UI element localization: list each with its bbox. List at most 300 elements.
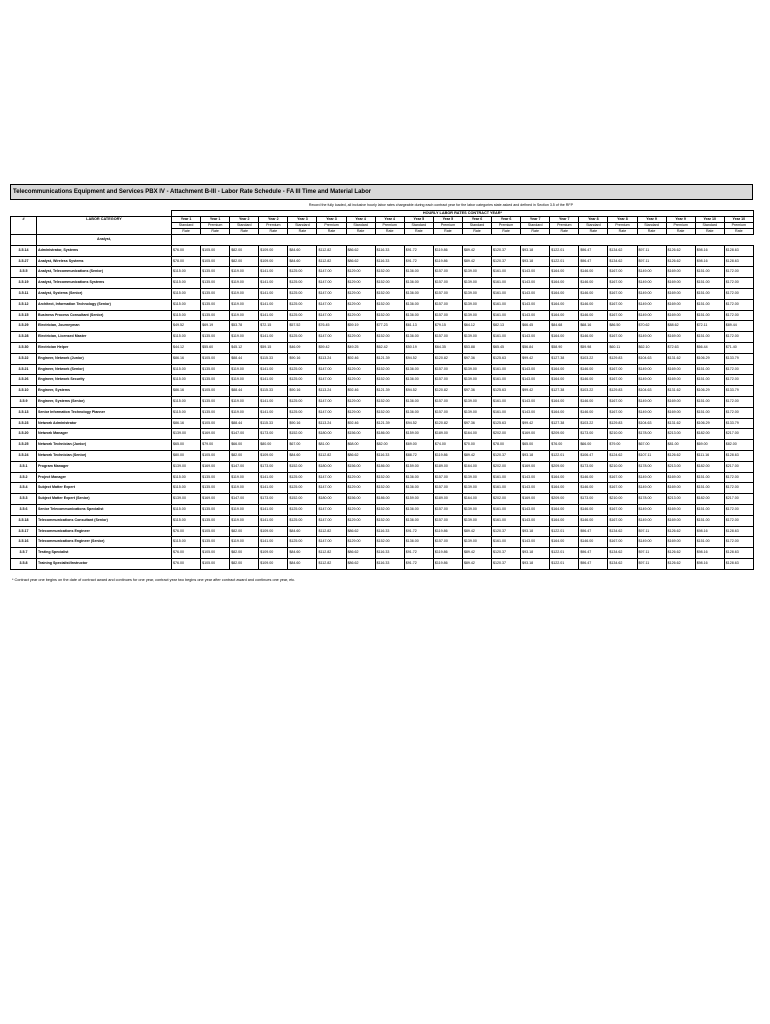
- rate-cell: $125.00: [288, 288, 317, 299]
- rate-cell: $134.62: [608, 526, 637, 537]
- rate-cell: $129.00: [346, 278, 375, 289]
- rate-cell: $119.86: [433, 245, 462, 256]
- rate-cell: $82.00: [230, 256, 259, 267]
- rate-cell: $135.00: [201, 267, 230, 278]
- footnote: * Contract year one begins on the date of contract award and continues for one year, contract year two begins one year after contract award and continues one year, etc.: [12, 577, 296, 582]
- rate-cell: $97.11: [637, 526, 666, 537]
- row-id: 3.5.9: [11, 396, 37, 407]
- rate-cell: $82.13: [492, 321, 521, 332]
- rate-cell: $149.00: [637, 299, 666, 310]
- rate-cell: $119.00: [230, 407, 259, 418]
- rate-cell: $99.42: [521, 353, 550, 364]
- rate-type-header: Standard: [462, 223, 491, 229]
- rate-cell: $169.00: [666, 504, 695, 515]
- rate-cell: $164.00: [462, 494, 491, 505]
- rate-cell: $164.00: [462, 461, 491, 472]
- row-id: 3.5.14: [11, 245, 37, 256]
- rate-cell: $120.37: [492, 245, 521, 256]
- rate-type-header: Standard: [695, 223, 724, 229]
- rate-cell: $55.60: [201, 342, 230, 353]
- labor-category: Subject Matter Expert: [37, 483, 172, 494]
- rate-cell: $161.00: [492, 407, 521, 418]
- rate-cell: $157.00: [433, 483, 462, 494]
- rate-cell: $143.00: [521, 537, 550, 548]
- rate-cell: $119.86: [433, 558, 462, 569]
- rate-cell: $152.00: [375, 375, 404, 386]
- rate-cell: $96.47: [579, 558, 608, 569]
- rate-cell: $105.00: [201, 558, 230, 569]
- rate-cell: $90.16: [288, 386, 317, 397]
- rate-cell: $129.00: [346, 310, 375, 321]
- rate-cell: $112.82: [317, 526, 346, 537]
- rate-cell: $152.00: [288, 461, 317, 472]
- rate-cell: $127.38: [550, 353, 579, 364]
- rate-cell: $120.37: [492, 450, 521, 461]
- year-header: Year 6: [492, 217, 521, 223]
- rate-cell: $161.00: [492, 375, 521, 386]
- rate-cell: $151.00: [695, 267, 724, 278]
- rate-cell: $115.00: [172, 537, 201, 548]
- rate-cell: $167.00: [608, 299, 637, 310]
- rate-cell: $119.86: [433, 450, 462, 461]
- rate-cell: $67.00: [637, 440, 666, 451]
- rate-cell: $147.00: [317, 364, 346, 375]
- rate-cell: $129.00: [346, 267, 375, 278]
- rate-cell: $109.00: [259, 245, 288, 256]
- rate-cell: $139.00: [462, 375, 491, 386]
- rate-cell: $172.00: [724, 299, 753, 310]
- rate-cell: $178.00: [637, 461, 666, 472]
- rate-cell: $182.00: [695, 429, 724, 440]
- rate-cell: $202.00: [492, 494, 521, 505]
- rate-cell: $164.00: [550, 364, 579, 375]
- rate-cell: $146.00: [579, 504, 608, 515]
- rate-cell: $98.16: [695, 526, 724, 537]
- rate-cell: $109.00: [259, 256, 288, 267]
- rate-cell: $157.00: [433, 364, 462, 375]
- rate-cell: $157.00: [433, 537, 462, 548]
- rate-cell: $65.00: [172, 440, 201, 451]
- rate-cell: $126.62: [666, 558, 695, 569]
- year-header: Year 4: [346, 217, 375, 223]
- rate-cell: $141.00: [259, 364, 288, 375]
- rate-type-header: Standard: [230, 223, 259, 229]
- rate-cell: $167.00: [608, 375, 637, 386]
- row-id: 3.5.23: [11, 418, 37, 429]
- rate-cell: $126.62: [666, 526, 695, 537]
- row-id: 3.5.8: [11, 558, 37, 569]
- rate-cell: $109.00: [259, 548, 288, 559]
- rate-cell: $126.62: [666, 548, 695, 559]
- labor-category: Business Process Consultant (Senior): [37, 310, 172, 321]
- rate-cell: $111.16: [695, 450, 724, 461]
- rate-cell: $180.00: [317, 494, 346, 505]
- rate-cell: $68.16: [579, 321, 608, 332]
- rate-cell: $119.86: [433, 526, 462, 537]
- rate-cell: $136.00: [404, 267, 433, 278]
- rate-cell: $149.00: [637, 515, 666, 526]
- row-id: 3.5.2: [11, 472, 37, 483]
- rate-cell: $151.00: [695, 310, 724, 321]
- rate-cell: $202.00: [492, 429, 521, 440]
- rate-cell: $125.00: [288, 483, 317, 494]
- rate-cell: $88.44: [230, 386, 259, 397]
- rate-cell: $121.39: [375, 386, 404, 397]
- rate-cell: $152.00: [375, 364, 404, 375]
- rate-cell: $172.00: [724, 407, 753, 418]
- row-id: 3.5.26: [11, 375, 37, 386]
- rate-cell: $120.37: [492, 256, 521, 267]
- rate-cell: $136.00: [404, 364, 433, 375]
- rate-cell: $103.22: [579, 386, 608, 397]
- rate-cell: $172.00: [724, 472, 753, 483]
- rate-cell: $147.00: [317, 472, 346, 483]
- rate-cell: $143.00: [521, 278, 550, 289]
- table-row: [11, 548, 754, 559]
- rate-cell: $143.00: [521, 515, 550, 526]
- rate-cell: $141.00: [259, 483, 288, 494]
- row-id: 3.5.29: [11, 321, 37, 332]
- rate-cell: $167.00: [608, 504, 637, 515]
- rate-cell: $141.00: [259, 396, 288, 407]
- rate-type-header: Premium: [608, 223, 637, 229]
- rate-cell: $96.47: [579, 526, 608, 537]
- table-row: [11, 375, 754, 386]
- rate-cell: $139.00: [172, 429, 201, 440]
- rate-cell: $135.00: [201, 396, 230, 407]
- rate-type-header: Standard: [404, 223, 433, 229]
- rate-cell: $149.00: [637, 396, 666, 407]
- rate-type-header: Premium: [550, 223, 579, 229]
- rate-cell: $161.00: [492, 310, 521, 321]
- rate-cell: $64.35: [433, 342, 462, 353]
- rate-cell: $115.00: [172, 267, 201, 278]
- rate-cell: $157.00: [433, 472, 462, 483]
- rate-cell: $164.00: [550, 396, 579, 407]
- rate-type-header: Premium: [317, 223, 346, 229]
- rate-cell: $66.00: [579, 440, 608, 451]
- rate-cell: $90.16: [288, 353, 317, 364]
- rate-cell: $91.72: [404, 256, 433, 267]
- rate-cell: $119.00: [230, 299, 259, 310]
- rate-cell: $97.11: [637, 548, 666, 559]
- rate-cell: $146.00: [579, 515, 608, 526]
- labor-category: Senior Information Technology Planner: [37, 407, 172, 418]
- labor-category-header: LABOR CATEGORY: [37, 217, 172, 235]
- table-row: [11, 364, 754, 375]
- rate-type-header: Premium: [666, 223, 695, 229]
- table-row: [11, 310, 754, 321]
- rate-cell: $115.00: [172, 504, 201, 515]
- rate-cell: $115.00: [172, 515, 201, 526]
- rate-cell: $106.29: [695, 353, 724, 364]
- rate-cell: $125.00: [288, 515, 317, 526]
- rate-cell: $139.00: [462, 396, 491, 407]
- rate-cell: $125.63: [492, 353, 521, 364]
- rate-cell: $136.00: [404, 396, 433, 407]
- rate-cell: $46.09: [288, 342, 317, 353]
- table-row: [11, 537, 754, 548]
- rate-cell: $139.00: [462, 299, 491, 310]
- rate-word-header: Rate: [201, 229, 230, 235]
- rate-cell: $86.16: [172, 418, 201, 429]
- rate-cell: $128.63: [724, 245, 753, 256]
- rate-cell: $61.13: [404, 321, 433, 332]
- row-id: 3.5.11: [11, 288, 37, 299]
- rate-cell: $53.88: [462, 342, 491, 353]
- rate-cell: $146.00: [579, 310, 608, 321]
- rate-cell: $86.16: [172, 353, 201, 364]
- rate-cell: $147.00: [230, 429, 259, 440]
- rate-cell: $151.00: [695, 332, 724, 343]
- table-row: [11, 440, 754, 451]
- rate-cell: $116.33: [375, 245, 404, 256]
- rate-cell: $157.00: [433, 515, 462, 526]
- rate-cell: $115.00: [172, 364, 201, 375]
- rate-cell: $167.00: [608, 267, 637, 278]
- rate-cell: $186.00: [375, 494, 404, 505]
- rate-cell: $173.00: [579, 461, 608, 472]
- instruction-note: Record the fully loaded, all inclusive hourly labor rates chargeable during each contract year for the labor categories state asked and defined in Section 3.5 of the RFP: [308, 203, 573, 207]
- rate-cell: $136.00: [404, 472, 433, 483]
- rate-cell: $126.62: [666, 256, 695, 267]
- rate-cell: $169.00: [666, 472, 695, 483]
- rate-cell: $119.00: [230, 375, 259, 386]
- rate-cell: $146.00: [579, 278, 608, 289]
- rate-cell: $68.00: [346, 440, 375, 451]
- row-id: 3.5.10: [11, 386, 37, 397]
- rate-cell: $139.00: [462, 515, 491, 526]
- rate-type-header: Premium: [724, 223, 753, 229]
- rate-cell: $84.60: [288, 450, 317, 461]
- rate-cell: $147.00: [317, 504, 346, 515]
- labor-category: Engineer, Network Security: [37, 375, 172, 386]
- year-header: Year 1: [201, 217, 230, 223]
- rate-cell: $147.00: [317, 396, 346, 407]
- rate-cell: $139.00: [462, 267, 491, 278]
- row-id: 3.5.3: [11, 494, 37, 505]
- rate-cell: $164.00: [550, 375, 579, 386]
- rate-cell: $115.00: [172, 332, 201, 343]
- rate-cell: $129.00: [346, 407, 375, 418]
- rate-cell: $80.00: [172, 450, 201, 461]
- rate-cell: $152.00: [375, 537, 404, 548]
- rate-cell: $152.00: [375, 332, 404, 343]
- rate-cell: $116.33: [375, 256, 404, 267]
- rate-cell: $122.01: [550, 548, 579, 559]
- rate-cell: $125.00: [288, 310, 317, 321]
- rate-type-header: Standard: [288, 223, 317, 229]
- rate-cell: $147.00: [317, 310, 346, 321]
- rate-cell: $116.33: [375, 450, 404, 461]
- rate-cell: $119.00: [230, 515, 259, 526]
- rate-cell: $79.15: [433, 321, 462, 332]
- rate-cell: $70.62: [637, 321, 666, 332]
- rate-cell: $147.00: [230, 494, 259, 505]
- rate-cell: $127.38: [550, 418, 579, 429]
- rate-cell: $141.00: [259, 288, 288, 299]
- rate-cell: $169.00: [666, 288, 695, 299]
- rate-cell: $65.00: [521, 440, 550, 451]
- rate-cell: $136.00: [404, 299, 433, 310]
- rate-cell: $77.23: [375, 321, 404, 332]
- rate-cell: $141.00: [259, 278, 288, 289]
- rate-cell: $120.82: [433, 386, 462, 397]
- rate-cell: $125.00: [288, 278, 317, 289]
- rate-cell: $164.00: [550, 504, 579, 515]
- rate-cell: $161.00: [492, 472, 521, 483]
- rate-cell: $53.78: [230, 321, 259, 332]
- labor-category: Network Technician (Senior): [37, 450, 172, 461]
- rate-cell: $105.00: [201, 450, 230, 461]
- rate-cell: $143.00: [521, 407, 550, 418]
- rate-cell: $143.00: [521, 288, 550, 299]
- rate-cell: $152.00: [375, 299, 404, 310]
- rate-cell: $115.00: [172, 407, 201, 418]
- rate-cell: $88.44: [230, 418, 259, 429]
- rate-cell: $143.00: [521, 267, 550, 278]
- rate-cell: $89.44: [724, 321, 753, 332]
- rate-word-header: Rate: [433, 229, 462, 235]
- rate-cell: $119.00: [230, 267, 259, 278]
- rate-cell: $99.42: [521, 386, 550, 397]
- rate-cell: $157.00: [433, 407, 462, 418]
- rate-cell: $157.00: [433, 278, 462, 289]
- rate-word-header: Rate: [375, 229, 404, 235]
- rate-cell: $210.00: [608, 429, 637, 440]
- rate-type-header: Premium: [433, 223, 462, 229]
- year-header: Year 7: [521, 217, 550, 223]
- rate-cell: $210.00: [608, 461, 637, 472]
- rate-cell: $119.86: [433, 256, 462, 267]
- rate-type-header: Standard: [172, 223, 201, 229]
- rate-cell: $152.00: [375, 483, 404, 494]
- rate-cell: $113.24: [317, 353, 346, 364]
- rate-cell: $159.00: [404, 494, 433, 505]
- year-header: Year 6: [462, 217, 491, 223]
- table-row: [11, 278, 754, 289]
- rate-cell: $152.00: [288, 429, 317, 440]
- rate-cell: $125.00: [288, 472, 317, 483]
- rate-cell: $172.00: [724, 364, 753, 375]
- rate-cell: $172.00: [724, 332, 753, 343]
- rate-cell: $86.62: [346, 558, 375, 569]
- rate-cell: $167.00: [608, 537, 637, 548]
- rate-cell: $173.00: [579, 494, 608, 505]
- rate-cell: $125.63: [492, 386, 521, 397]
- rate-cell: $169.00: [666, 515, 695, 526]
- rate-cell: $151.00: [695, 278, 724, 289]
- rate-cell: $157.00: [433, 310, 462, 321]
- rate-cell: $143.00: [521, 310, 550, 321]
- rate-cell: $135.00: [201, 515, 230, 526]
- rate-cell: $217.00: [724, 494, 753, 505]
- rate-cell: $105.00: [201, 353, 230, 364]
- rate-cell: $164.00: [550, 267, 579, 278]
- rate-cell: $147.00: [317, 299, 346, 310]
- labor-category: Electrician Helper: [37, 342, 172, 353]
- rate-cell: $88.62: [666, 321, 695, 332]
- rate-cell: $59.19: [346, 321, 375, 332]
- rate-cell: $146.00: [579, 407, 608, 418]
- rate-cell: $131.62: [666, 353, 695, 364]
- rate-cell: $164.00: [462, 429, 491, 440]
- rate-cell: $136.00: [404, 375, 433, 386]
- table-row: [11, 321, 754, 332]
- rate-cell: $141.00: [259, 299, 288, 310]
- rate-cell: $128.63: [724, 256, 753, 267]
- rate-word-header: Rate: [492, 229, 521, 235]
- year-header: Year 8: [608, 217, 637, 223]
- table-row: [11, 332, 754, 343]
- rate-cell: $141.00: [259, 537, 288, 548]
- rate-cell: $89.42: [462, 256, 491, 267]
- rate-cell: $112.82: [317, 256, 346, 267]
- rate-cell: $134.62: [608, 256, 637, 267]
- rate-cell: $98.16: [695, 256, 724, 267]
- rate-cell: $146.00: [579, 396, 608, 407]
- rate-cell: $172.00: [724, 288, 753, 299]
- table-row: [11, 494, 754, 505]
- row-id: 3.5.17: [11, 526, 37, 537]
- table-row: [11, 386, 754, 397]
- rate-cell: $105.00: [201, 386, 230, 397]
- rate-cell: $115.00: [172, 299, 201, 310]
- rate-word-header: Rate: [608, 229, 637, 235]
- year-header: Year 5: [433, 217, 462, 223]
- rate-cell: $139.00: [462, 537, 491, 548]
- year-header: Year 9: [666, 217, 695, 223]
- rate-cell: $146.00: [579, 375, 608, 386]
- rate-cell: $146.00: [579, 332, 608, 343]
- rate-word-header: Rate: [259, 229, 288, 235]
- rate-cell: $164.00: [550, 537, 579, 548]
- rate-cell: $135.00: [201, 288, 230, 299]
- rate-cell: $139.00: [462, 407, 491, 418]
- rate-cell: $151.00: [695, 472, 724, 483]
- rate-cell: $76.45: [317, 321, 346, 332]
- row-id: 3.5.5: [11, 267, 37, 278]
- rate-cell: $104.63: [637, 386, 666, 397]
- rate-cell: $97.11: [637, 558, 666, 569]
- table-row: [11, 504, 754, 515]
- labor-category: Analyst, Systems (Senior): [37, 288, 172, 299]
- rate-cell: $82.00: [724, 440, 753, 451]
- rate-cell: $135.00: [201, 537, 230, 548]
- rate-cell: $94.52: [404, 418, 433, 429]
- rate-cell: $58.90: [550, 342, 579, 353]
- table-row: [11, 472, 754, 483]
- table-row: [11, 245, 754, 256]
- year-header: Year 10: [695, 217, 724, 223]
- rate-cell: $136.00: [404, 515, 433, 526]
- rate-cell: $115.00: [172, 472, 201, 483]
- rate-cell: $135.00: [201, 299, 230, 310]
- rate-cell: $169.00: [201, 429, 230, 440]
- rate-cell: $156.00: [346, 429, 375, 440]
- rate-cell: $167.00: [608, 407, 637, 418]
- rate-cell: $119.00: [230, 364, 259, 375]
- rate-cell: $172.00: [724, 278, 753, 289]
- rate-cell: $135.00: [201, 472, 230, 483]
- rate-cell: $120.37: [492, 526, 521, 537]
- rate-cell: $91.72: [404, 526, 433, 537]
- rate-cell: $151.00: [695, 364, 724, 375]
- labor-category: Electrician, Licensed Master: [37, 332, 172, 343]
- rate-cell: $103.22: [579, 418, 608, 429]
- rate-cell: $147.00: [317, 278, 346, 289]
- table-row: [11, 483, 754, 494]
